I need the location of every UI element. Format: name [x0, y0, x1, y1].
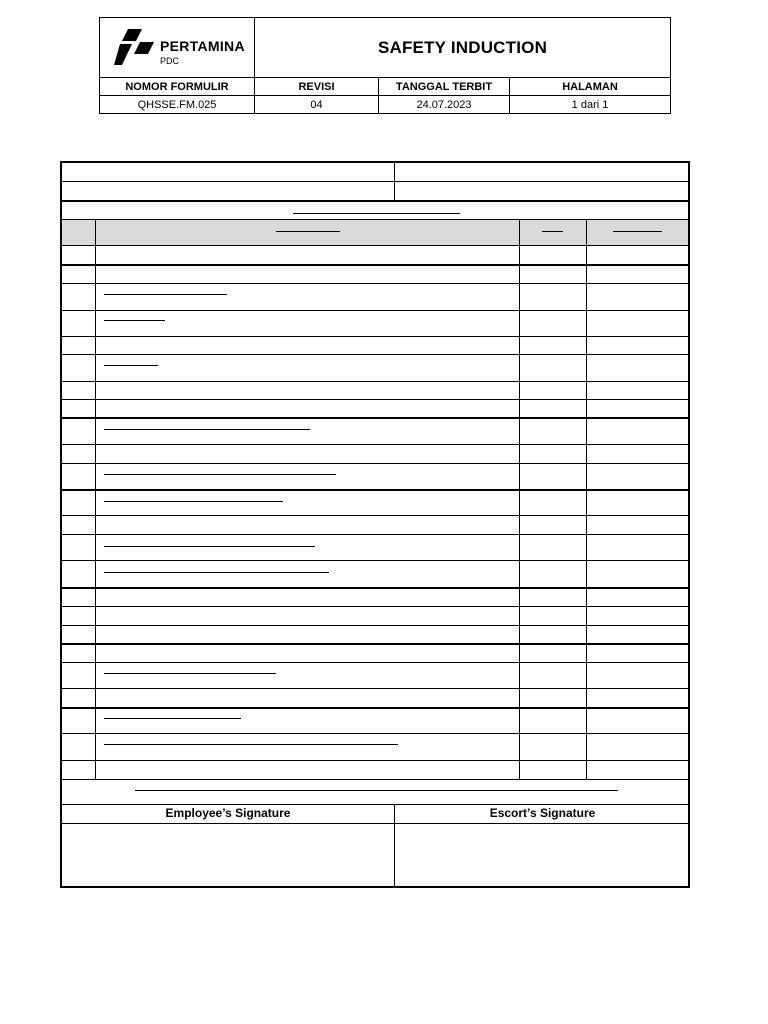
row-divider: [62, 245, 688, 246]
document-title: SAFETY INDUCTION: [255, 18, 671, 78]
col-divider: [586, 219, 587, 779]
row-divider: [62, 336, 688, 337]
meta-label-form-number: NOMOR FORMULIR: [100, 78, 255, 96]
meta-label-page: HALAMAN: [510, 78, 671, 96]
row-divider: [62, 606, 688, 607]
item-underline: [104, 501, 283, 502]
item-underline: [104, 718, 241, 719]
row-divider: [62, 354, 688, 355]
pertamina-logo: [114, 29, 254, 69]
row-divider: [62, 587, 688, 589]
row-divider: [62, 643, 688, 645]
row-divider: [62, 399, 688, 400]
row-divider: [62, 283, 688, 284]
meta-value-issue-date: 24.07.2023: [379, 96, 510, 114]
row-divider: [62, 760, 688, 761]
row-divider: [62, 264, 688, 266]
escort-signature-box[interactable]: [395, 824, 690, 888]
row-divider: [62, 707, 688, 709]
item-underline: [104, 572, 329, 573]
col-divider: [519, 219, 520, 779]
row-divider: [62, 489, 688, 491]
induction-checklist-form: [60, 161, 690, 888]
item-underline: [104, 744, 398, 745]
logo-name: PERTAMINA: [160, 38, 245, 54]
item-underline: [104, 673, 276, 674]
employee-signature-label: Employee’s Signature: [165, 806, 291, 820]
row-divider: [62, 804, 688, 805]
row-divider: [62, 625, 688, 626]
row-divider: [62, 779, 688, 780]
logo-sub: PDC: [160, 56, 180, 66]
row-divider: [62, 560, 688, 561]
col-divider: [95, 219, 96, 779]
item-underline: [104, 365, 158, 366]
column-header-underline: [613, 231, 662, 232]
section-title-underline: [293, 213, 460, 214]
row-divider: [62, 381, 688, 382]
meta-label-issue-date: TANGGAL TERBIT: [379, 78, 510, 96]
row-divider: [62, 733, 688, 734]
row-divider: [62, 688, 688, 689]
item-underline: [104, 294, 227, 295]
col-divider: [394, 163, 395, 200]
item-underline: [104, 474, 336, 475]
row-divider: [62, 200, 688, 202]
form-header-table: [99, 17, 671, 114]
row-divider: [62, 219, 688, 220]
column-header-underline: [276, 231, 340, 232]
declaration-underline: [135, 790, 618, 791]
row-divider: [62, 534, 688, 535]
row-divider: [62, 662, 688, 663]
pertamina-logo-icon: [114, 29, 156, 69]
logo-cell: [100, 18, 255, 78]
row-divider: [62, 444, 688, 445]
meta-value-revision: 04: [255, 96, 379, 114]
meta-value-form-number: QHSSE.FM.025: [100, 96, 255, 114]
row-divider: [62, 463, 688, 464]
row-divider: [62, 181, 688, 182]
escort-signature-label: Escort’s Signature: [489, 806, 596, 820]
row-divider: [62, 515, 688, 516]
employee-signature-box[interactable]: [62, 824, 394, 888]
meta-label-revision: REVISI: [255, 78, 379, 96]
item-underline: [104, 429, 310, 430]
column-header-underline: [542, 231, 563, 232]
item-underline: [104, 320, 165, 321]
meta-value-page: 1 dari 1: [510, 96, 671, 114]
item-underline: [104, 546, 315, 547]
row-divider: [62, 417, 688, 419]
checklist-column-header: [62, 219, 688, 245]
row-divider: [62, 310, 688, 311]
